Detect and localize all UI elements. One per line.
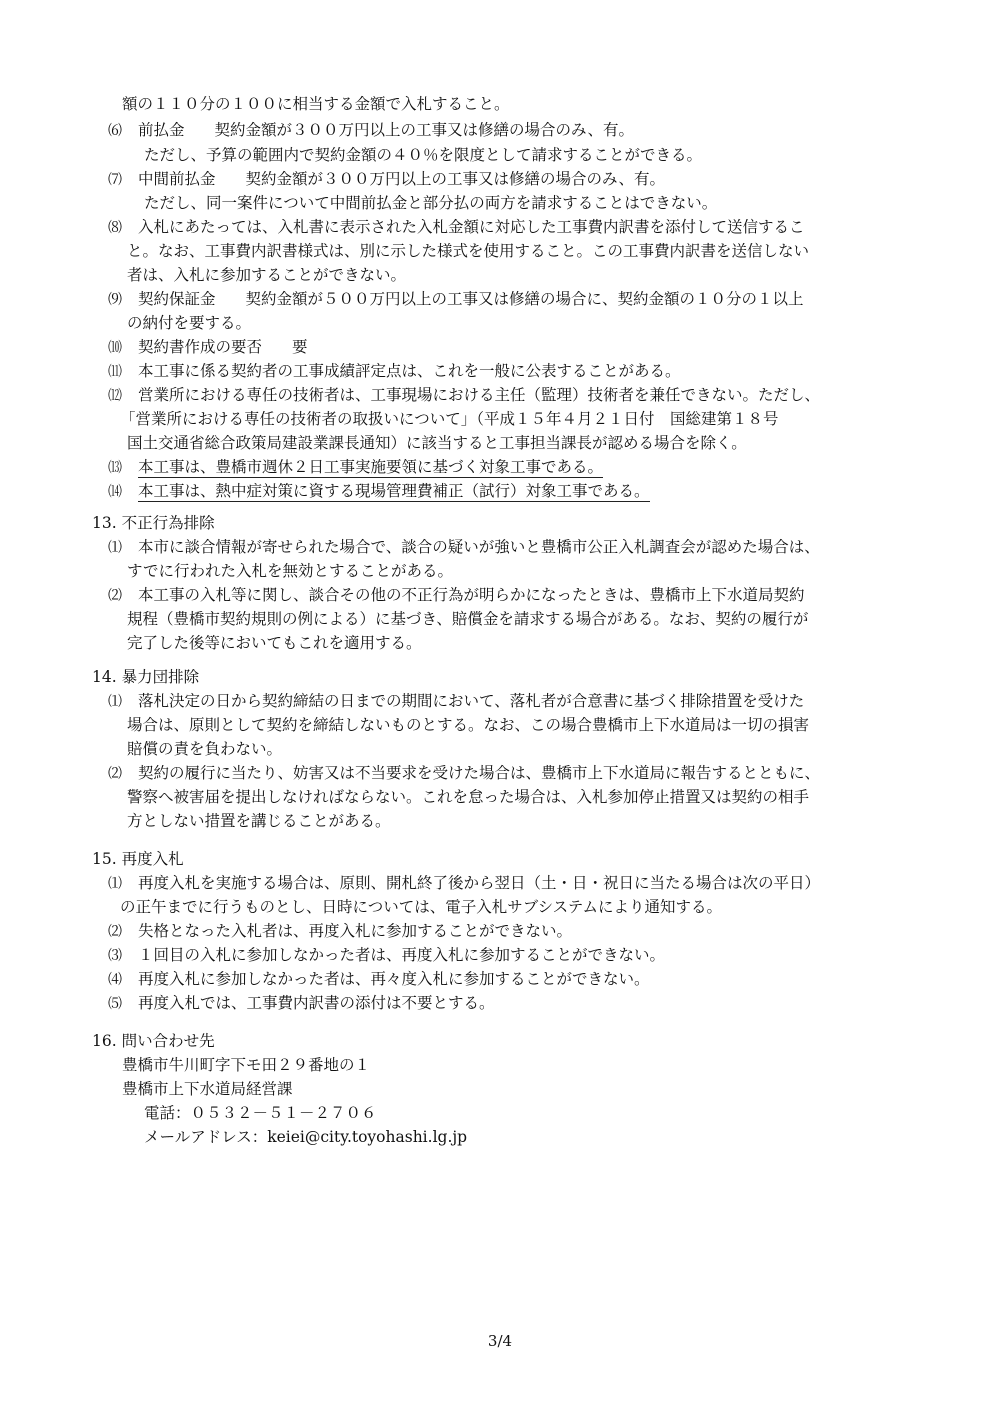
section-13-item-2 — [108, 584, 805, 607]
item-text: 契約金額が３００万円以上の工事又は修繕の場合のみ、有。 — [214, 121, 634, 139]
item-12-line-1 — [108, 384, 820, 407]
section-15-item-2 — [108, 920, 572, 943]
item-text: 本工事は、熱中症対策に資する現場管理費補正（試行）対象工事である。 — [138, 482, 650, 500]
item-6-advance-payment — [108, 119, 634, 142]
item-text: 営業所における専任の技術者は、工事現場における主任（監理）技術者を兼任できない。ただし、 — [138, 386, 821, 404]
section-16-heading: 16. 問い合わせ先 — [92, 1032, 215, 1050]
item-text: 再度入札では、工事費内訳書の添付は不要とする。 — [138, 994, 495, 1012]
item-label: 契約書作成の要否 — [138, 338, 263, 356]
item-number: ⑸ — [108, 996, 122, 1012]
item-12-line-2: 「営業所における専任の技術者の取扱いについて」（平成１５年４月２１日付 国総建第１８号 — [120, 410, 779, 428]
item-number: ⑵ — [108, 588, 122, 604]
contact-email: メールアドレス：keiei@city.toyohashi.lg.jp — [144, 1128, 468, 1146]
item-text: 再度入札に参加しなかった者は、再々度入札に参加することができない。 — [138, 970, 650, 988]
contact-phone: 電話：０５３２－５１－２７０６ — [144, 1104, 377, 1122]
item-12-line-3: 国土交通省総合政策局建設業課長通知）に該当すると工事担当課長が認める場合を除く。 — [127, 434, 747, 452]
item-text: 本工事の入札等に関し、談合その他の不正行為が明らかになったときは、豊橋市上下水道局契約 — [138, 586, 805, 604]
section-15-item-4 — [108, 968, 650, 991]
item-number: ⑻ — [108, 220, 122, 236]
item-13 — [108, 456, 603, 479]
item-text: 本工事は、豊橋市週休２日工事実施要領に基づく対象工事である。 — [138, 458, 604, 476]
section-14-heading: 14. 暴力団排除 — [92, 668, 200, 686]
page-number: 3/4 — [487, 1332, 513, 1350]
item-8-line-1 — [108, 216, 805, 239]
item-14 — [108, 480, 650, 503]
section-15-item-3 — [108, 944, 665, 967]
item-number: ⑿ — [108, 388, 122, 404]
item-text: 落札決定の日から契約締結の日までの期間において、落札者が合意書に基づく排除措置を受けた — [138, 692, 805, 710]
item-9-contract-deposit — [108, 288, 804, 311]
item-number: ⑶ — [108, 948, 122, 964]
item-9-line-2: の納付を要する。 — [127, 314, 252, 332]
item-label: 前払金 — [138, 121, 185, 139]
section-13-item-2-line-2: 規程（豊橋市契約規則の例による）に基づき、賠償金を請求する場合がある。なお、契約の履行が — [127, 610, 809, 628]
item-text: 再度入札を実施する場合は、原則、開札終了後から翌日（土・日・祝日に当たる場合は次の平日） — [138, 874, 821, 892]
item-text: 入札にあたっては、入札書に表示された入札金額に対応した工事費内訳書を添付して送信するこ — [138, 218, 805, 236]
item-number: ⑾ — [108, 364, 122, 380]
section-15-item-1-line-2: の正午までに行うものとし、日時については、電子入札サブシステムにより通知する。 — [120, 898, 723, 916]
item-number: ⑴ — [108, 876, 122, 892]
section-15-item-1 — [108, 872, 820, 895]
section-13-item-2-line-3: 完了した後等においてもこれを適用する。 — [127, 634, 422, 652]
section-15-item-5 — [108, 992, 495, 1015]
contact-office: 豊橋市上下水道局経営課 — [122, 1080, 293, 1098]
section-14-item-2-line-2: 警察へ被害届を提出しなければならない。これを怠った場合は、入札参加停止措置又は契約の相手 — [127, 788, 810, 806]
item-number: ⑵ — [108, 924, 122, 940]
item-text: １回目の入札に参加しなかった者は、再度入札に参加することができない。 — [138, 946, 666, 964]
item-text: 契約の履行に当たり、妨害又は不当要求を受けた場合は、豊橋市上下水道局に報告するとともに、 — [138, 764, 821, 782]
item-value: 要 — [292, 338, 308, 356]
item-text: 契約金額が５００万円以上の工事又は修繕の場合に、契約金額の１０分の１以上 — [245, 290, 804, 308]
contact-address: 豊橋市牛川町字下モ田２９番地の１ — [122, 1056, 371, 1074]
section-13-item-1 — [108, 536, 820, 559]
item-8-line-3: 者は、入札に参加することができない。 — [127, 266, 407, 284]
item-label: 契約保証金 — [138, 290, 216, 308]
item-number: ⑺ — [108, 172, 122, 188]
section-14-item-2-line-3: 方としない措置を講じることがある。 — [127, 812, 391, 830]
section-14-item-1-line-3: 賠償の責を負わない。 — [127, 740, 283, 758]
item-7-interim-advance — [108, 168, 665, 191]
item-11 — [108, 360, 681, 383]
item-number: ⑹ — [108, 123, 122, 139]
item-number: ⑵ — [108, 766, 122, 782]
item-number: ⑽ — [108, 340, 122, 356]
item-text: 本工事に係る契約者の工事成績評定点は、これを一般に公表することがある。 — [138, 362, 681, 380]
item-text: 本市に談合情報が寄せられた場合で、談合の疑いが強いと豊橋市公正入札調査会が認めた場合は、 — [138, 538, 820, 556]
item-7-note: ただし、同一案件について中間前払金と部分払の両方を請求することはできない。 — [144, 194, 718, 212]
item-number: ⑴ — [108, 540, 122, 556]
item-label: 中間前払金 — [138, 170, 216, 188]
item-number: ⒁ — [108, 484, 122, 500]
item-number: ⑷ — [108, 972, 122, 988]
item-text: 失格となった入札者は、再度入札に参加することができない。 — [138, 922, 573, 940]
section-15-heading: 15. 再度入札 — [92, 850, 184, 868]
item-8-line-2: と。なお、工事費内訳書様式は、別に示した様式を使用すること。この工事費内訳書を送信しない — [127, 242, 810, 260]
contract-continuation: 額の１１０分の１００に相当する金額で入札すること。 — [122, 95, 510, 113]
item-6-note: ただし、予算の範囲内で契約金額の４０％を限度として請求することができる。 — [144, 146, 703, 164]
item-number: ⑴ — [108, 694, 122, 710]
item-number: ⑼ — [108, 292, 122, 308]
section-14-item-1 — [108, 690, 804, 713]
section-14-item-1-line-2: 場合は、原則として契約を締結しないものとする。なお、この場合豊橋市上下水道局は一切の損害 — [127, 716, 810, 734]
section-13-item-1-line-2: すでに行われた入札を無効とすることがある。 — [127, 562, 453, 580]
item-10-contract-document — [108, 336, 308, 359]
section-14-item-2 — [108, 762, 820, 785]
item-number: ⒀ — [108, 460, 122, 476]
section-13-heading: 13. 不正行為排除 — [92, 514, 215, 532]
item-text: 契約金額が３００万円以上の工事又は修繕の場合のみ、有。 — [245, 170, 665, 188]
